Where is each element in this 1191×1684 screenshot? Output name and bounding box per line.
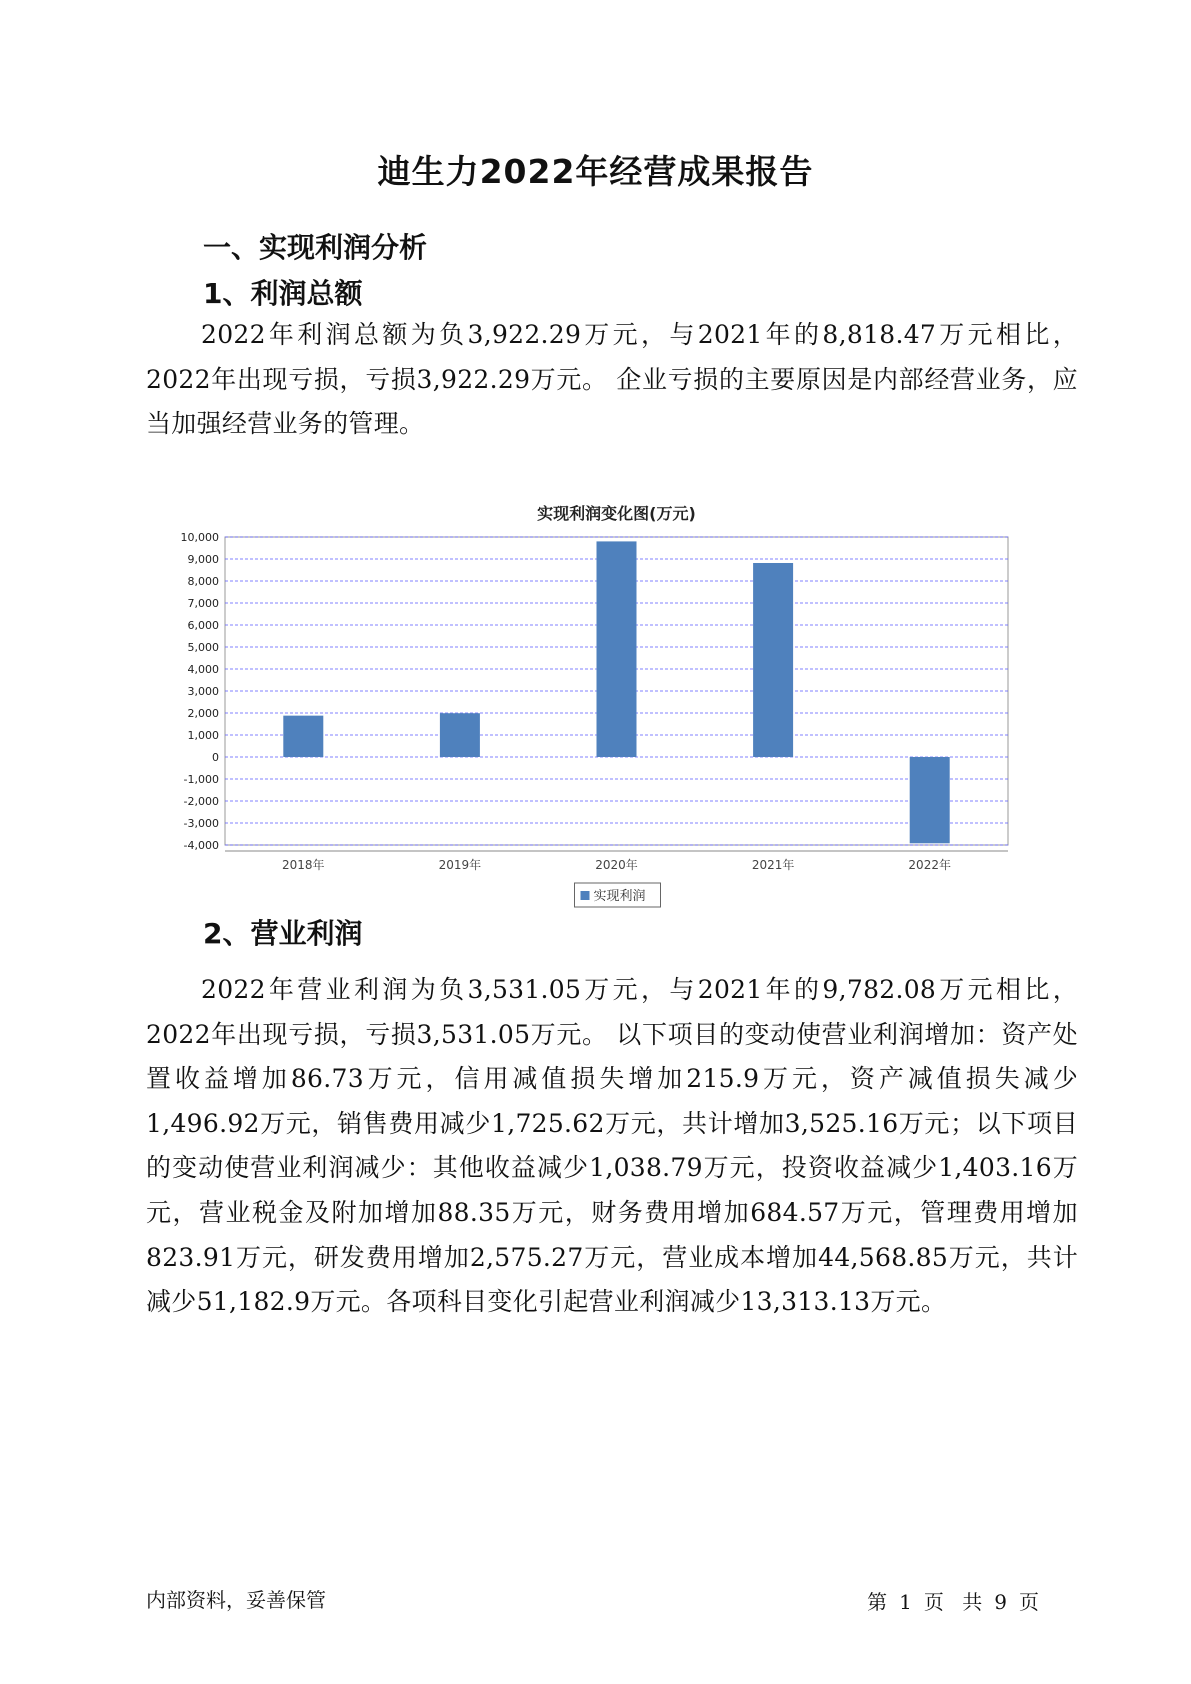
y-tick-label: -2,000 bbox=[183, 795, 219, 808]
profit-bar-chart bbox=[150, 495, 1030, 955]
x-tick-label: 2018年 bbox=[282, 858, 325, 872]
bar bbox=[597, 541, 637, 757]
y-tick-label: 8,000 bbox=[187, 575, 219, 588]
bar bbox=[910, 757, 950, 843]
page-label-suffix: 页 bbox=[923, 1590, 944, 1614]
y-tick-label: 3,000 bbox=[187, 685, 219, 698]
bar bbox=[283, 716, 323, 757]
subheading-total-profit: 1、利润总额 bbox=[203, 277, 363, 310]
footer-page-number bbox=[861, 1586, 1045, 1615]
total-label-prefix: 共 bbox=[962, 1590, 983, 1614]
y-tick-label: 7,000 bbox=[187, 597, 219, 610]
document-title: 迪生力2022年经营成果报告 bbox=[377, 152, 814, 191]
x-tick-label: 2019年 bbox=[438, 858, 482, 872]
subheading-operating-profit: 2、营业利润 bbox=[203, 917, 363, 950]
x-tick-label: 2021年 bbox=[751, 858, 795, 872]
paragraph-operating-profit: 2022年营业利润为负3,531.05万元，与2021年的9,782.08万元相比，2022年出现亏损，亏损3,531.05万元。 以下项目的变动使营业利润增加：资产处置收益增加86.73万元，信用减值损失增加215.9万元，资产减值损失减少1,496.92万元，销售费用减少1,725.62万元，共计增加3,525.16万元；以下项目的变动使营业利润减少：其他收益减少1,038.79万元，投资收益减少1,403.16万元，营业税金及附加增加88.35万元，财务费用增加684.57万元，管理费用增加823.91万元，研发费用增加2,575.27万元，营业成本增加44,568.85万元，共计减少51,182.9万元。各项科目变化引起营业利润减少13,313.13万元。 bbox=[146, 975, 1078, 1317]
chart-title: 实现利润变化图(万元) bbox=[537, 504, 696, 523]
x-tick-label: 2020年 bbox=[595, 858, 638, 872]
footer-confidential-note: 内部资料，妥善保管 bbox=[146, 1588, 326, 1612]
y-tick-label: 10,000 bbox=[180, 531, 219, 544]
bar bbox=[440, 713, 480, 757]
bar bbox=[753, 563, 793, 757]
paragraph-total-profit: 2022年利润总额为负3,922.29万元，与2021年的8,818.47万元相比，2022年出现亏损，亏损3,922.29万元。 企业亏损的主要原因是内部经营业务，应当加强经营业务的管理。 bbox=[146, 320, 1078, 439]
legend-label: 实现利润 bbox=[593, 889, 646, 904]
page-number: 1 bbox=[899, 1590, 912, 1614]
y-tick-label: 6,000 bbox=[187, 619, 219, 632]
total-pages: 9 bbox=[994, 1590, 1007, 1614]
y-tick-label: 1,000 bbox=[187, 729, 219, 742]
section-heading-profit-analysis: 一、实现利润分析 bbox=[203, 231, 428, 264]
y-tick-label: 4,000 bbox=[187, 663, 219, 676]
y-tick-label: 0 bbox=[212, 751, 219, 764]
y-tick-label: 2,000 bbox=[187, 707, 219, 720]
y-tick-label: -1,000 bbox=[183, 773, 219, 786]
page-label-prefix: 第 bbox=[867, 1590, 888, 1614]
y-tick-label: 5,000 bbox=[187, 641, 219, 654]
y-tick-label: -4,000 bbox=[183, 839, 219, 852]
y-tick-label: 9,000 bbox=[187, 553, 219, 566]
y-tick-label: -3,000 bbox=[183, 817, 219, 830]
x-tick-label: 2022年 bbox=[908, 858, 951, 872]
total-label-suffix: 页 bbox=[1019, 1590, 1039, 1614]
profit-chart bbox=[150, 495, 1030, 955]
legend-swatch bbox=[581, 891, 590, 900]
